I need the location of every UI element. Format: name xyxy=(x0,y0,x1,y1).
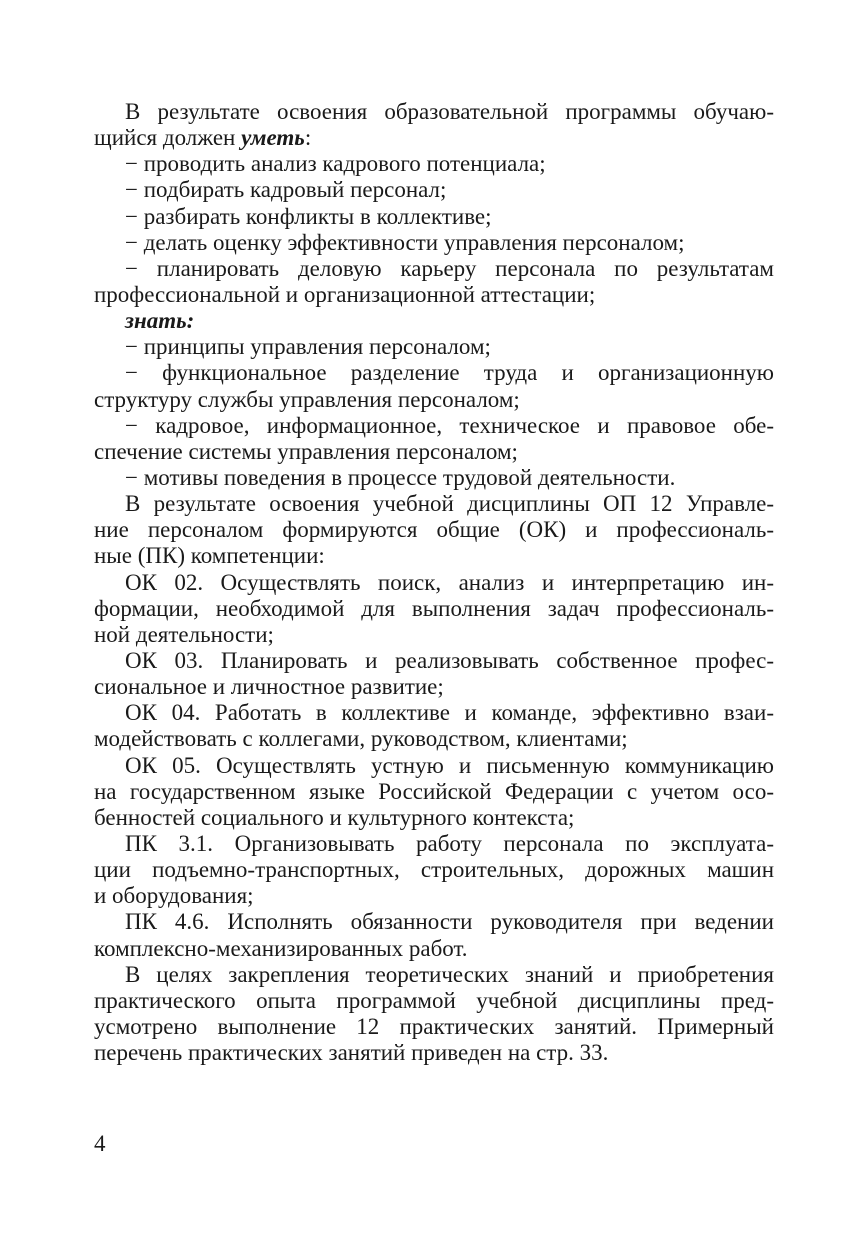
text-line: ПК 3.1. Организовывать работу персонала по эксплуата- xyxy=(125,830,774,856)
page-number: 4 xyxy=(94,1131,106,1156)
text-line: комплексно-механизированных работ. xyxy=(94,935,468,961)
skills-heading: уметь xyxy=(241,125,305,151)
text-line: ОК 03. Планировать и реализовывать собственное профес- xyxy=(125,647,774,673)
text-line: формации, необходимой для выполнения задач профессиональ- xyxy=(94,595,774,621)
text-fragment: щийся должен xyxy=(94,125,242,151)
list-item: − разбирать конфликты в коллективе; xyxy=(125,203,492,229)
competency-ok02 xyxy=(94,570,774,648)
text-line: ОК 05. Осуществлять устную и письменную коммуникацию xyxy=(125,752,774,778)
text-line: бенностей социального и культурного контекста; xyxy=(94,804,575,830)
competency-ok03 xyxy=(94,648,774,700)
closing-paragraph xyxy=(94,962,774,1067)
list-item: − функциональное разделение труда и организационную xyxy=(125,360,774,386)
list-item: − делать оценку эффективности управления персоналом; xyxy=(125,229,685,255)
text-line: ОК 02. Осуществлять поиск, анализ и интерпретацию ин- xyxy=(125,569,774,595)
list-item: − проводить анализ кадрового потенциала; xyxy=(125,151,546,177)
text-line xyxy=(94,125,774,151)
text-line: усмотрено выполнение 12 практических занятий. Примерный xyxy=(94,1013,774,1039)
text-line: ние персоналом формируются общие (ОК) и профессиональ- xyxy=(94,517,774,543)
skills-list xyxy=(94,151,774,308)
text-line: ной деятельности; xyxy=(94,621,274,647)
text-line: перечень практических занятий приведен на стр. 33. xyxy=(94,1040,609,1066)
text-line: ные (ПК) компетенции: xyxy=(94,543,325,569)
text-line: В целях закрепления теоретических знаний и приобретения xyxy=(125,961,774,987)
list-item-continuation: профессиональной и организационной аттестации; xyxy=(94,281,596,307)
knowledge-heading: знать: xyxy=(125,308,195,334)
list-item: − планировать деловую карьеру персонала по результатам xyxy=(125,255,774,281)
competency-ok04 xyxy=(94,700,774,752)
text-line: ПК 4.6. Исполнять обязанности руководителя при ведении xyxy=(125,909,774,935)
text-line: практического опыта программой учебной дисциплины пред- xyxy=(94,987,774,1013)
competency-pk31 xyxy=(94,831,774,909)
text-line: и оборудования; xyxy=(94,883,254,909)
competency-ok05 xyxy=(94,753,774,831)
text-line: сиональное и личностное развитие; xyxy=(94,674,444,700)
text-line: В результате освоения образовательной программы обучаю- xyxy=(125,99,774,124)
text-line: В результате освоения учебной дисциплины ОП 12 Управле- xyxy=(125,491,774,517)
list-item: − подбирать кадровый персонал; xyxy=(125,177,447,203)
page-body xyxy=(94,99,774,1066)
list-item: − кадровое, информационное, техническое и правовое обе- xyxy=(125,412,774,438)
list-item: − принципы управления персоналом; xyxy=(125,334,491,360)
list-item: − мотивы поведения в процессе трудовой деятельности. xyxy=(125,464,676,490)
competency-pk46 xyxy=(94,909,774,961)
text-fragment: : xyxy=(304,125,312,151)
text-line: модействовать с коллегами, руководством, клиентами; xyxy=(94,726,628,752)
text-line: ции подъемно-транспортных, строительных, дорожных машин xyxy=(94,857,774,883)
list-item-continuation: структуру службы управления персоналом; xyxy=(94,386,520,412)
competencies-intro xyxy=(94,491,774,569)
text-line: на государственном языке Российской Федерации с учетом осо- xyxy=(94,778,774,804)
list-item-continuation: спечение системы управления персоналом; xyxy=(94,438,518,464)
text-line: ОК 04. Работать в коллективе и команде, эффективно взаи- xyxy=(125,700,774,726)
knowledge-list xyxy=(94,334,774,491)
intro-paragraph xyxy=(94,99,774,151)
